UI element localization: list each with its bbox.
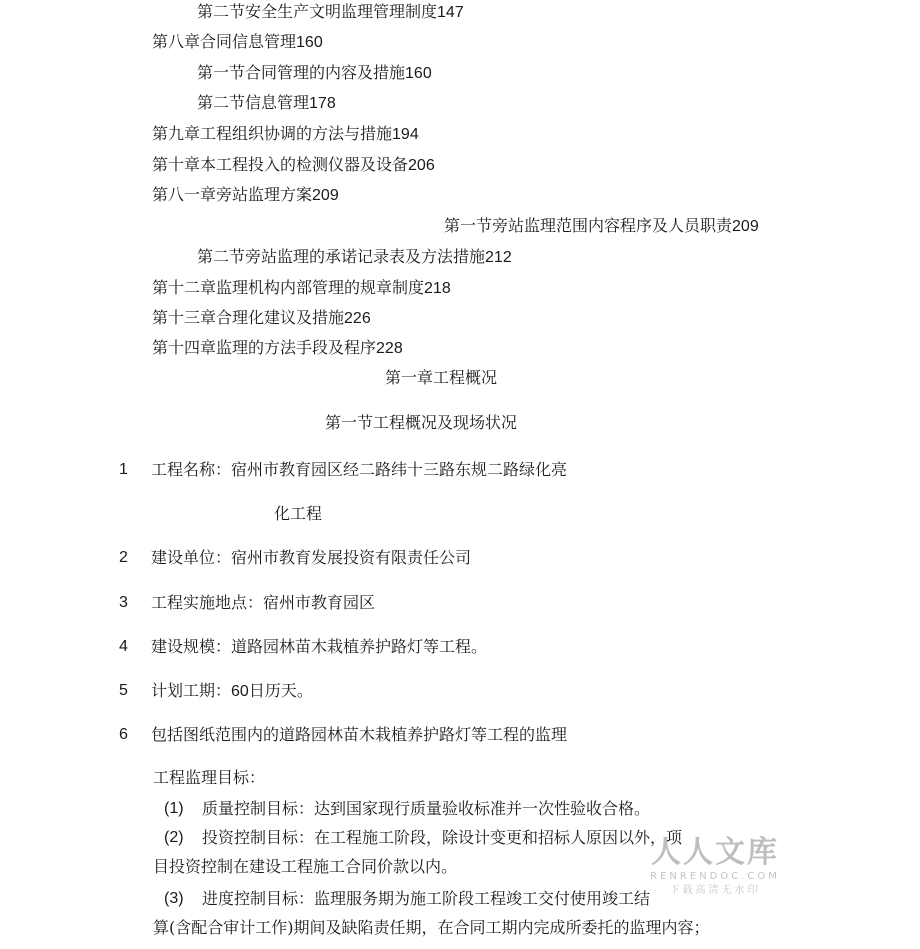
- toc-entry: 第十四章监理的方法手段及程序228: [152, 338, 403, 357]
- goal-text: 投资控制目标：在工程施工阶段，除设计变更和招标人原因以外，项: [202, 828, 683, 847]
- toc-page-number: 147: [437, 4, 464, 21]
- toc-page-number: 160: [405, 65, 432, 82]
- toc-entry: 第十三章合理化建议及措施226: [152, 308, 371, 327]
- item-text: 计划工期：60日历天。: [151, 681, 313, 700]
- toc-entry: 第二节旁站监理的承诺记录表及方法措施212: [197, 247, 512, 266]
- toc-entry: 第一节旁站监理范围内容程序及人员职责209: [444, 216, 759, 235]
- toc-page-number: 206: [408, 157, 435, 174]
- goal-text-continuation: 目投资控制在建设工程施工合同价款以内。: [153, 857, 458, 876]
- toc-entry: 第二节安全生产文明监理管理制度147: [197, 2, 464, 21]
- goals-heading: 工程监理目标：: [153, 768, 266, 787]
- goal-text-continuation: 算(含配合审计工作)期间及缺陷责任期，在合同工期内完成所委托的监理内容；: [153, 918, 710, 937]
- toc-entry: 第十章本工程投入的检测仪器及设备206: [152, 155, 435, 174]
- toc-page-number: 178: [309, 95, 336, 112]
- toc-page-number: 194: [392, 126, 419, 143]
- goal-text: 进度控制目标：监理服务期为施工阶段工程竣工交付使用竣工结: [202, 889, 651, 908]
- item-number: 4: [119, 638, 128, 655]
- item-number: 3: [119, 594, 128, 611]
- item-text: 建设规模：道路园林苗木栽植养护路灯等工程。: [151, 637, 488, 656]
- toc-page-number: 228: [376, 340, 403, 357]
- watermark-logo: [645, 836, 785, 898]
- watermark-tagline: 下载高清无水印: [669, 885, 761, 896]
- toc-entry: 第一节合同管理的内容及措施160: [197, 63, 432, 82]
- toc-entry: 第二节信息管理178: [197, 93, 336, 112]
- toc-entry: 第十二章监理机构内部管理的规章制度218: [152, 278, 451, 297]
- item-number: 6: [119, 726, 128, 743]
- goal-number: (1): [164, 800, 184, 817]
- goal-number: (2): [164, 829, 184, 846]
- chapter-title: 第一章工程概况: [385, 368, 498, 387]
- toc-entry: 第九章工程组织协调的方法与措施194: [152, 124, 419, 143]
- toc-entry: 第八章合同信息管理160: [152, 32, 323, 51]
- toc-page-number: 226: [344, 310, 371, 327]
- section-title: 第一节工程概况及现场状况: [325, 413, 518, 432]
- goal-text: 质量控制目标：达到国家现行质量验收标准并一次性验收合格。: [202, 799, 651, 818]
- toc-entry: 第八一章旁站监理方案209: [152, 185, 339, 204]
- toc-page-number: 212: [485, 249, 512, 266]
- watermark-url: RENRENDOC.COM: [650, 871, 780, 882]
- item-number: 1: [119, 461, 128, 478]
- watermark-logo-text: 人人文库: [651, 835, 779, 870]
- item-text-continuation: 化工程: [274, 504, 323, 523]
- item-text: 包括图纸范围内的道路园林苗木栽植养护路灯等工程的监理: [151, 725, 568, 744]
- toc-page-number: 218: [424, 280, 451, 297]
- item-text: 建设单位：宿州市教育发展投资有限责任公司: [151, 548, 472, 567]
- goal-number: (3): [164, 890, 184, 907]
- item-number: 5: [119, 682, 128, 699]
- item-text: 工程名称：宿州市教育园区经二路纬十三路东规二路绿化亮: [151, 460, 568, 479]
- toc-page-number: 160: [296, 34, 323, 51]
- toc-page-number: 209: [732, 218, 759, 235]
- item-text: 工程实施地点：宿州市教育园区: [151, 593, 376, 612]
- toc-page-number: 209: [312, 187, 339, 204]
- item-number: 2: [119, 549, 128, 566]
